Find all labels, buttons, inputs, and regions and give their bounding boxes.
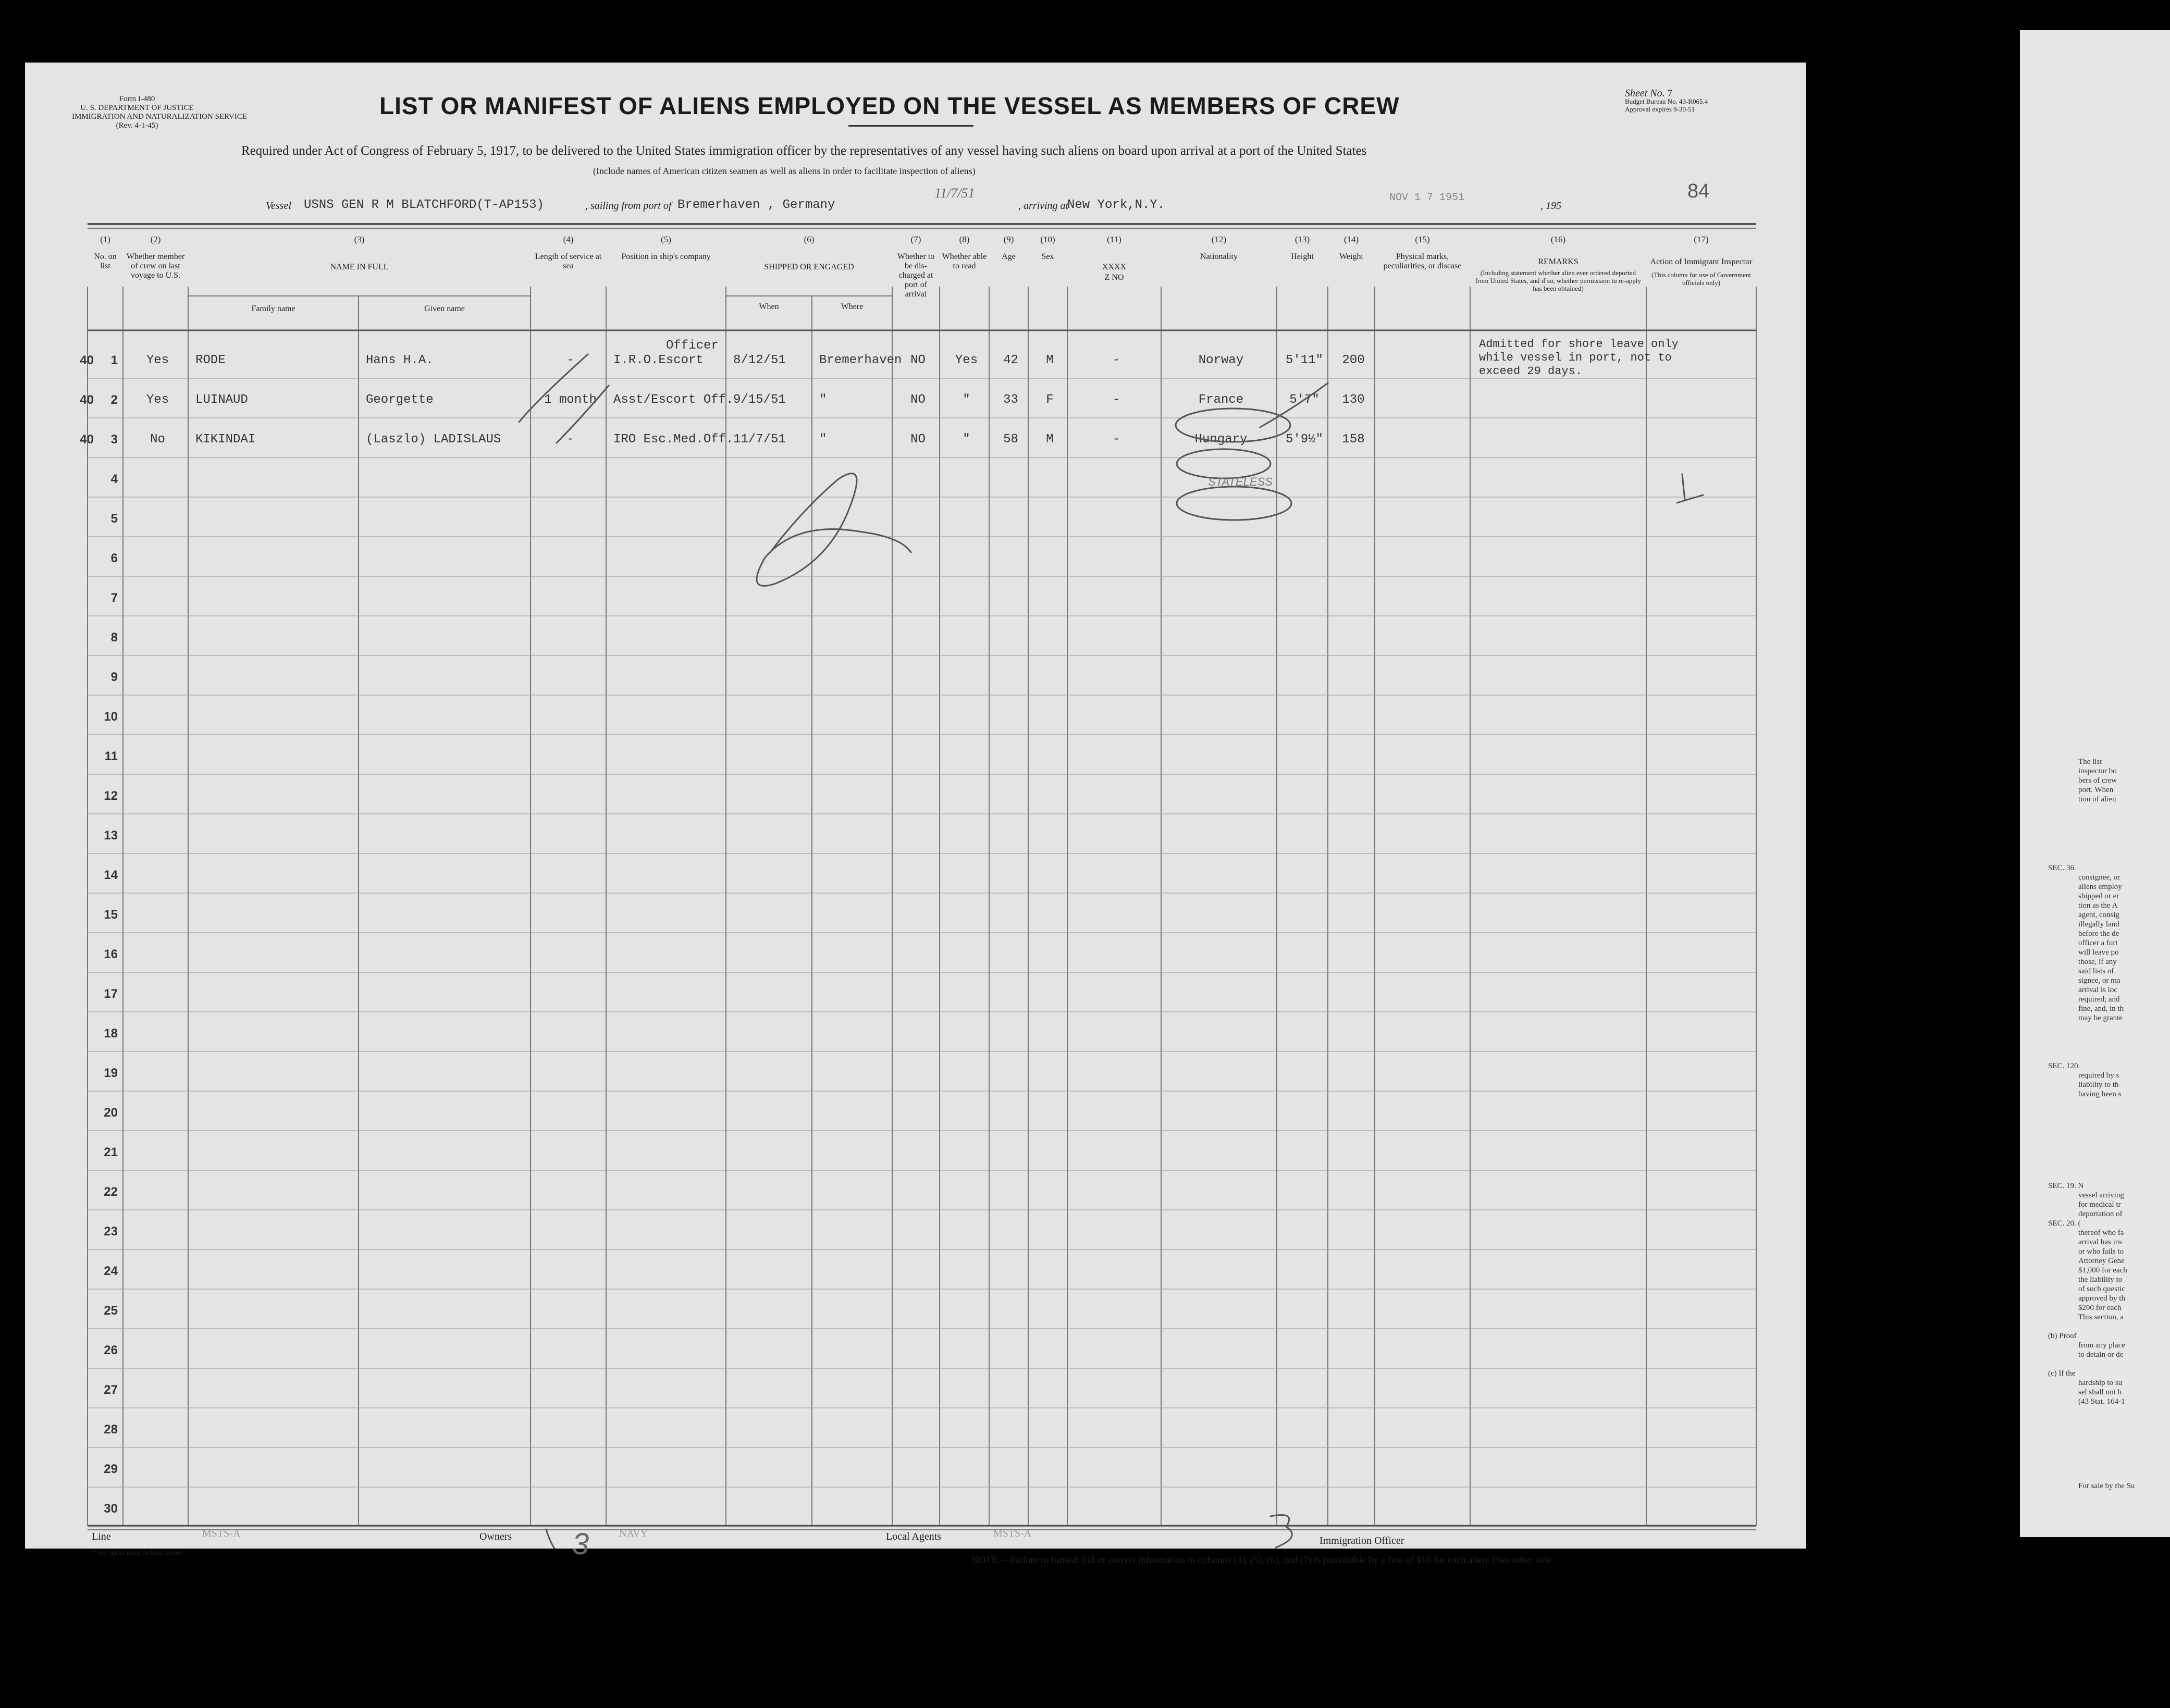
owners-value: NAVY xyxy=(619,1528,648,1539)
row-number: 4 xyxy=(110,472,118,486)
column-label: Z NO xyxy=(1104,273,1124,282)
subtitle: Required under Act of Congress of February 5, 1917, to be delivered to the United States immigration officer by the representatives of any vessel having such aliens on board upon arrival at a port of the United States xyxy=(241,144,1367,158)
cell-read: " xyxy=(963,432,970,447)
row-number: 19 xyxy=(104,1066,118,1080)
immigration-officer-label: Immigration Officer xyxy=(1320,1535,1404,1546)
arriving-label: , arriving at xyxy=(1018,200,1069,212)
row-number: 10 xyxy=(104,710,118,724)
strip-line: tion as the A xyxy=(2078,901,2118,910)
row-number: 8 xyxy=(110,630,118,645)
vessel-label: Vessel xyxy=(266,200,291,212)
row-prefix: 40 xyxy=(80,432,94,447)
cell-last-voyage: Yes xyxy=(146,353,169,367)
strip-line: will leave po xyxy=(2078,948,2119,957)
column-number: (10) xyxy=(1040,234,1055,244)
cell-age: 58 xyxy=(1003,432,1018,447)
cell-nationality: Hungary xyxy=(1194,432,1248,447)
column-label: Nationality xyxy=(1200,252,1238,261)
strip-line: from any place xyxy=(2078,1341,2125,1350)
cell-remarks-line: exceed 29 days. xyxy=(1479,365,1583,378)
column-label: Length of service at sea xyxy=(535,252,602,270)
cell-sex: M xyxy=(1046,432,1054,447)
agents-label: Local Agents xyxy=(886,1531,942,1542)
strip-line: deportation of xyxy=(2078,1210,2123,1218)
form-dept: U. S. DEPARTMENT OF JUSTICE xyxy=(80,104,194,112)
column-label: Sex xyxy=(1041,252,1054,261)
row-number: 23 xyxy=(104,1224,118,1239)
page-number-handwritten: 84 xyxy=(1687,180,1710,202)
column-label: NAME IN FULL xyxy=(330,263,389,271)
cell-where: Bremerhaven xyxy=(819,353,902,367)
agents-value: MSTS-A xyxy=(993,1528,1032,1539)
column-sublabel: When xyxy=(759,302,779,311)
cell-service: 1 month xyxy=(544,393,597,407)
row-number: 18 xyxy=(104,1026,118,1041)
column-number: (14) xyxy=(1343,234,1359,244)
strip-line: tion of alien xyxy=(2078,795,2116,803)
strip-line: required; and xyxy=(2078,995,2120,1004)
row-number: 22 xyxy=(104,1185,118,1199)
column-label: Physical marks, peculiarities, or disease xyxy=(1383,252,1462,270)
column-number: (12) xyxy=(1211,234,1227,244)
column-struck-label: XXXX xyxy=(1102,263,1127,271)
owners-label: Owners xyxy=(479,1531,512,1542)
cell-last-voyage: No xyxy=(150,432,165,447)
row-number: 21 xyxy=(104,1145,118,1159)
cell-position: Asst/Escort Off. xyxy=(613,393,734,407)
column-sublabel: Where xyxy=(841,302,864,311)
cell-when: 9/15/51 xyxy=(733,393,786,407)
adjacent-page-strip xyxy=(2020,30,2170,1537)
row-number: 26 xyxy=(104,1343,118,1357)
cell-when: 8/12/51 xyxy=(733,353,786,367)
strip-line: bers of crew xyxy=(2078,776,2117,785)
row-number: 5 xyxy=(110,512,118,526)
cell-height: 5'7" xyxy=(1289,393,1320,407)
row-number: 2 xyxy=(110,393,118,407)
strip-line: required by s xyxy=(2078,1071,2119,1080)
sailing-label: , sailing from port of xyxy=(585,200,672,212)
column-number: (2) xyxy=(150,234,161,244)
penalty-note: NOTE.—Failure to furnish full or correct information in columns (3), (5), (6), and (7) is punishable by a fine of $10 for each alien. (See other side xyxy=(971,1555,1551,1566)
row-number: 16 xyxy=(104,947,118,961)
column-label: Age xyxy=(1002,252,1016,261)
strip-line: SEC. 20. ( xyxy=(2048,1219,2081,1228)
cell-remarks-line: while vessel in port, not to xyxy=(1479,351,1672,364)
cell-height: 5'11" xyxy=(1285,353,1323,367)
column-label: Position in ship's company xyxy=(621,252,711,261)
strip-line: sel shall not b xyxy=(2078,1388,2122,1396)
date-stamp: NOV 1 7 1951 xyxy=(1389,192,1465,204)
strip-line: or who fails to xyxy=(2078,1247,2124,1256)
strip-line: SEC. 120. xyxy=(2048,1062,2080,1070)
cell-service: - xyxy=(566,353,574,367)
strip-line: (c) If the xyxy=(2048,1369,2076,1378)
strip-line: agent, consig xyxy=(2078,911,2120,919)
column-label: SHIPPED OR ENGAGED xyxy=(764,263,854,271)
strip-line: may be grante xyxy=(2078,1014,2123,1022)
row-number: 14 xyxy=(104,868,118,882)
row-number: 29 xyxy=(104,1462,118,1476)
handwritten-date-mark: 11/7/51 xyxy=(934,185,975,201)
cell-sex: M xyxy=(1046,353,1054,367)
row-number: 9 xyxy=(110,670,118,684)
row-number: 7 xyxy=(110,591,118,605)
form-number: Form I-480 xyxy=(119,95,155,103)
strip-line: SEC. 36. xyxy=(2048,864,2076,872)
strip-line: vessel arriving xyxy=(2078,1191,2124,1199)
cell-read: " xyxy=(963,393,970,407)
column-number: (3) xyxy=(354,234,365,244)
column-number: (17) xyxy=(1694,234,1709,244)
strip-line: those, if any xyxy=(2078,958,2117,966)
strip-line: aliens employ xyxy=(2078,883,2122,891)
strip-line: hardship to su xyxy=(2078,1379,2123,1387)
row-number: 1 xyxy=(110,353,118,367)
strip-line: Attorney Gene xyxy=(2078,1257,2125,1265)
cell-z-no: - xyxy=(1112,432,1120,447)
stateless-annotation: STATELESS xyxy=(1208,475,1273,488)
cell-weight: 130 xyxy=(1342,393,1365,407)
cell-discharged: NO xyxy=(910,393,926,407)
approval-expiry: Approval expires 9-30-51 xyxy=(1625,105,1695,113)
strip-line: inspector bo xyxy=(2078,767,2117,775)
strip-line: (b) Proof xyxy=(2048,1332,2077,1340)
cell-family: LUINAUD xyxy=(195,393,248,407)
column-number: (11) xyxy=(1107,234,1121,244)
row-number: 28 xyxy=(104,1422,118,1437)
strip-line: having been s xyxy=(2078,1090,2122,1098)
strip-line: arrival has ins xyxy=(2078,1238,2123,1246)
cell-where: " xyxy=(819,393,827,407)
cell-read: Yes xyxy=(955,353,978,367)
handwritten-numeral: 3 xyxy=(572,1527,589,1561)
cell-z-no: - xyxy=(1112,393,1120,407)
cell-age: 33 xyxy=(1003,393,1018,407)
column-number: (5) xyxy=(661,234,671,244)
column-number: (15) xyxy=(1415,234,1430,244)
strip-line: the liability to xyxy=(2078,1276,2123,1284)
strip-line: fine, and, in th xyxy=(2078,1005,2124,1013)
row-number: 20 xyxy=(104,1106,118,1120)
cell-when: 11/7/51 xyxy=(733,432,786,447)
line-value: MSTS-A xyxy=(202,1528,241,1539)
strip-line: $1,000 for each xyxy=(2078,1266,2127,1274)
column-number: (9) xyxy=(1003,234,1014,244)
manifest-sheet xyxy=(25,63,1806,1566)
cell-family: RODE xyxy=(195,353,226,367)
cell-sex: F xyxy=(1046,393,1054,407)
column-number: (7) xyxy=(910,234,921,244)
strip-line: (43 Stat. 164-1 xyxy=(2078,1397,2125,1406)
port-to: New York,N.Y. xyxy=(1067,198,1165,212)
column-number: (6) xyxy=(804,234,815,244)
sheet-number: 7 xyxy=(1667,88,1672,99)
strip-line: signee, or ma xyxy=(2078,976,2120,985)
row-number: 25 xyxy=(104,1304,118,1318)
cell-position: I.R.O.Escort xyxy=(613,353,704,367)
strip-line: port. When xyxy=(2078,786,2114,794)
form-rev: (Rev. 4-1-45) xyxy=(116,121,158,130)
strip-line: illegally land xyxy=(2078,920,2119,929)
cell-position: IRO Esc.Med.Off. xyxy=(613,432,734,447)
column-label: Action of Immigrant Inspector xyxy=(1650,257,1753,266)
column-sublabel: (This column for use of Government officials only) xyxy=(1651,271,1751,287)
row-number: 15 xyxy=(104,908,118,922)
strip-line: The list xyxy=(2078,758,2102,766)
column-number: (1) xyxy=(100,234,110,244)
row-number: 13 xyxy=(104,828,118,843)
cell-family: KIKINDAI xyxy=(195,432,256,447)
strip-line: SEC. 19. N xyxy=(2048,1182,2084,1190)
cell-last-voyage: Yes xyxy=(146,393,169,407)
cell-age: 42 xyxy=(1003,353,1018,367)
row-number: 24 xyxy=(104,1264,118,1278)
strip-line: For sale by the Su xyxy=(2078,1482,2135,1490)
row-number: 17 xyxy=(104,987,118,1001)
cell-height: 5'9½" xyxy=(1285,432,1323,447)
sheet-label: Sheet No. xyxy=(1625,88,1665,99)
row-number: 6 xyxy=(110,551,118,565)
column-number: (13) xyxy=(1294,234,1310,244)
cell-discharged: NO xyxy=(910,432,926,447)
cell-weight: 200 xyxy=(1342,353,1365,367)
cell-service: - xyxy=(566,432,574,447)
column-number: (8) xyxy=(959,234,970,244)
cell-where: " xyxy=(819,432,827,447)
port-from: Bremerhaven , Germany xyxy=(677,198,835,212)
column-number: (4) xyxy=(563,234,574,244)
column-label: Whether member of crew on last voyage to U.S. xyxy=(126,252,185,280)
column-label: Whether able to read xyxy=(942,252,987,270)
strip-line: thereof who fa xyxy=(2078,1229,2124,1237)
cell-given: Georgette xyxy=(366,393,434,407)
column-sublabel: Family name xyxy=(251,304,295,313)
column-sublabel: Given name xyxy=(424,304,465,313)
column-label: Height xyxy=(1291,252,1314,261)
page-title: LIST OR MANIFEST OF ALIENS EMPLOYED ON THE VESSEL AS MEMBERS OF CREW xyxy=(379,92,1400,119)
row-number: 12 xyxy=(104,789,118,803)
column-label: REMARKS xyxy=(1538,257,1579,266)
strip-line: arrival is loc xyxy=(2078,986,2117,994)
row-number: 27 xyxy=(104,1383,118,1397)
cell-weight: 158 xyxy=(1342,432,1365,447)
strip-line: said lists of xyxy=(2078,967,2114,975)
cell-given: Hans H.A. xyxy=(366,353,434,367)
strip-line: $200 for each xyxy=(2078,1304,2122,1312)
races-note: * See list of races on back hereof. xyxy=(93,1549,184,1556)
row-number: 11 xyxy=(104,749,118,763)
column-label: Weight xyxy=(1339,252,1363,261)
strip-line: shipped or er xyxy=(2078,892,2119,900)
vessel-name: USNS GEN R M BLATCHFORD(T-AP153) xyxy=(304,198,544,212)
row-prefix: 40 xyxy=(80,353,94,367)
column-label: Whether to be dis-charged at port of arrival xyxy=(897,252,935,299)
line-label: Line xyxy=(92,1531,111,1542)
column-label: No. on list xyxy=(94,252,117,270)
column-number: (16) xyxy=(1550,234,1566,244)
strip-line: consignee, or xyxy=(2078,873,2120,882)
cell-position-top: Officer xyxy=(666,339,719,353)
strip-line: officer a furt xyxy=(2078,939,2118,947)
cell-given: (Laszlo) LADISLAUS xyxy=(366,432,501,447)
strip-line: before the de xyxy=(2078,930,2119,938)
cell-nationality: Norway xyxy=(1198,353,1244,367)
row-number: 30 xyxy=(104,1502,118,1516)
strip-line: of such questic xyxy=(2078,1285,2125,1293)
budget-number: Budget Bureau No. 43-R065.4 xyxy=(1625,97,1708,105)
cell-z-no: - xyxy=(1112,353,1120,367)
form-service: IMMIGRATION AND NATURALIZATION SERVICE xyxy=(72,113,247,121)
strip-line: to detain or de xyxy=(2078,1351,2124,1359)
column-sublabel: (Including statement whether alien ever ordered deported from United States, and if so, whether permission to re-apply has been obtained) xyxy=(1475,269,1642,292)
subtitle-note: (Include names of American citizen seamen as well as aliens in order to facilitate inspection of aliens) xyxy=(593,166,976,176)
strip-line: This section, a xyxy=(2078,1313,2124,1321)
cell-nationality: France xyxy=(1198,393,1244,407)
cell-remarks-line: Admitted for shore leave only xyxy=(1479,338,1679,351)
strip-line: for medical tr xyxy=(2078,1200,2121,1209)
row-prefix: 40 xyxy=(80,393,94,407)
year-label: , 195 xyxy=(1540,200,1561,212)
strip-line: liability to th xyxy=(2078,1081,2119,1089)
row-number: 3 xyxy=(110,432,118,447)
cell-discharged: NO xyxy=(910,353,926,367)
strip-line: approved by th xyxy=(2078,1294,2125,1303)
